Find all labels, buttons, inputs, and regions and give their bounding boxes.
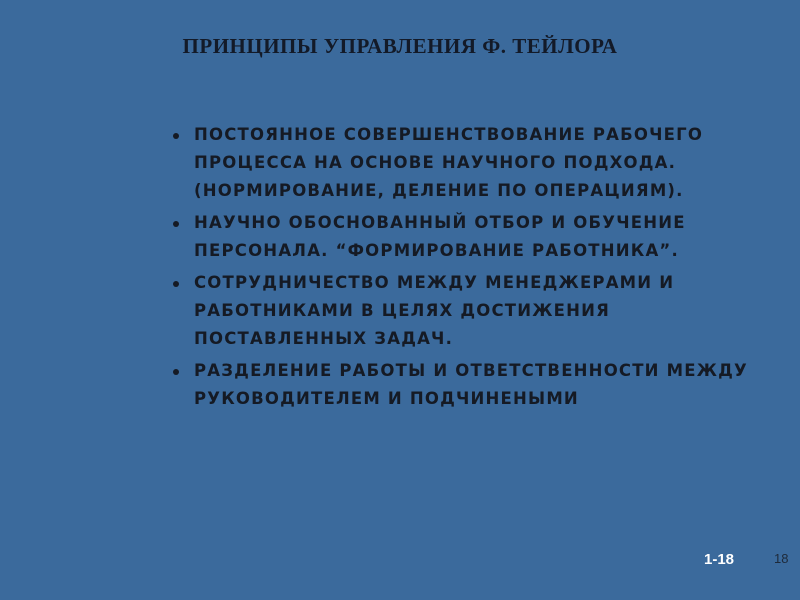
slide-code: 1-18 <box>704 551 735 568</box>
bullet-item <box>170 269 750 353</box>
bullet-item <box>170 121 750 205</box>
bullet-text: НАУЧНО ОБОСНОВАННЫЙ ОТБОР И ОБУЧЕНИЕ ПЕРСОНАЛА. “ФОРМИРОВАНИЕ РАБОТНИКА”. <box>194 213 686 260</box>
page-number: 18 <box>774 551 789 566</box>
bullet-dot-icon <box>173 133 179 139</box>
bullet-text: СОТРУДНИЧЕСТВО МЕЖДУ МЕНЕДЖЕРАМИ И РАБОТНИКАМИ В ЦЕЛЯХ ДОСТИЖЕНИЯ ПОСТАВЛЕННЫХ ЗАДАЧ. <box>194 273 675 348</box>
bullet-list <box>170 121 750 417</box>
bullet-item <box>170 209 750 265</box>
bullet-text: ПОСТОЯННОЕ СОВЕРШЕНСТВОВАНИЕ РАБОЧЕГО ПРОЦЕССА НА ОСНОВЕ НАУЧНОГО ПОДХОДА. (НОРМИРОВАНИЕ, ДЕЛЕНИЕ ПО ОПЕРАЦИЯМ). <box>194 125 704 200</box>
bullet-dot-icon <box>173 369 179 375</box>
bullet-dot-icon <box>173 281 179 287</box>
slide-title: ПРИНЦИПЫ УПРАВЛЕНИЯ Ф. ТЕЙЛОРА <box>182 34 618 58</box>
bullet-dot-icon <box>173 221 179 227</box>
bullet-item <box>170 357 750 413</box>
bullet-text: РАЗДЕЛЕНИЕ РАБОТЫ И ОТВЕТСТВЕННОСТИ МЕЖДУ РУКОВОДИТЕЛЕМ И ПОДЧИНЕНЫМИ <box>194 361 748 408</box>
